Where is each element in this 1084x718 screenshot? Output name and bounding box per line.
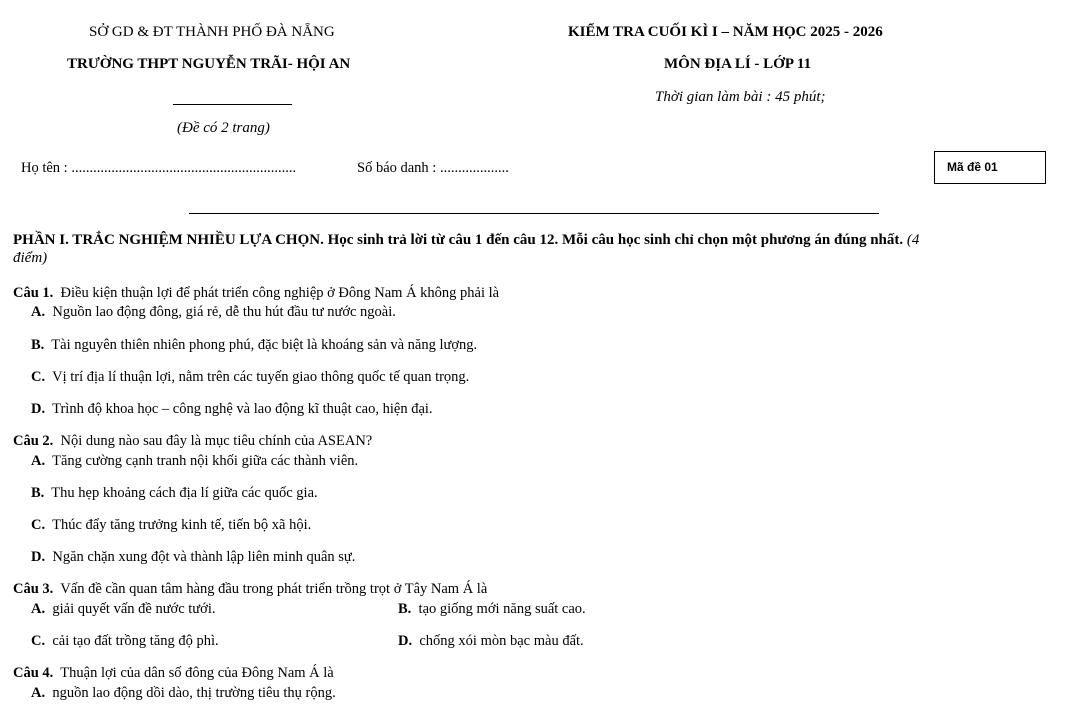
question-1-option-d: D. Trình độ khoa học – công nghệ và lao động kĩ thuật cao, hiện đại. [31,401,433,417]
question-1-option-b: B. Tài nguyên thiên nhiên phong phú, đặc biệt là khoáng sản và năng lượng. [31,337,478,353]
question-number: Câu 1. [13,285,54,301]
question-2-option-c: C. Thúc đẩy tăng trưởng kinh tế, tiến bộ xã hội. [31,517,312,533]
question-text: Điều kiện thuận lợi để phát triển công nghiệp ở Đông Nam Á không phải là [60,285,500,301]
section-title: PHẦN I. TRẮC NGHIỆM NHIỀU LỰA CHỌN. Học sinh trả lời từ câu 1 đến câu 12. Mỗi câu học sinh chỉ chọn một phương án đúng nhất. [13,232,904,248]
question-number: Câu 4. [13,665,54,681]
question-text: Vấn đề cần quan tâm hàng đầu trong phát triển trồng trọt ở Tây Nam Á là [60,581,488,597]
exam-code: Mã đề 01 [947,160,998,174]
section-points-b: điểm) [13,250,48,266]
question-text: Nội dung nào sau đây là mục tiêu chính của ASEAN? [60,433,373,449]
question-3-option-c: C. cải tạo đất trồng tăng độ phì. [31,633,219,649]
pages-note: (Đề có 2 trang) [177,120,270,136]
question-3-stem [13,581,487,598]
question-4-option-a: A. nguồn lao động dồi dào, thị trường tiêu thụ rộng. [31,685,336,701]
question-2-option-b: B. Thu hẹp khoảng cách địa lí giữa các quốc gia. [31,485,318,501]
question-number: Câu 2. [13,433,54,449]
section-divider [189,213,879,214]
question-4-stem [13,665,334,682]
section-title-line [13,232,919,249]
subject-title: MÔN ĐỊA LÍ - LỚP 11 [664,56,812,72]
question-text: Thuận lợi của dân số đông của Đông Nam Á là [60,665,334,681]
time-note: Thời gian làm bài : 45 phút; [655,89,826,105]
question-number: Câu 3. [13,581,54,597]
exam-title: KIỂM TRA CUỐI KÌ I – NĂM HỌC 2025 - 2026 [568,24,883,40]
question-3-option-b: B. tạo giống mới năng suất cao. [398,601,586,617]
student-name-field: Họ tên : .............................................................. [21,160,297,176]
question-1-stem [13,285,499,302]
question-3-option-a: A. giải quyết vấn đề nước tưới. [31,601,216,617]
question-2-option-a: A. Tăng cường cạnh tranh nội khối giữa các thành viên. [31,453,359,469]
student-id-field: Số báo danh : ................... [357,160,509,176]
question-1-option-c: C. Vị trí địa lí thuận lợi, nằm trên các tuyến giao thông quốc tế quan trọng. [31,369,470,385]
question-2-option-d: D. Ngăn chặn xung đột và thành lập liên minh quân sự. [31,549,356,565]
question-3-option-d: D. chống xói mòn bạc màu đất. [398,633,584,649]
question-2-stem [13,433,372,450]
school-name: TRƯỜNG THPT NGUYỄN TRÃI- HỘI AN [67,56,351,72]
exam-code-box [934,151,1046,184]
question-1-option-a: A. Nguồn lao động đông, giá rẻ, dễ thu hút đầu tư nước ngoài. [31,304,396,320]
section-points-a: (4 [906,232,920,248]
department-name: SỞ GD & ĐT THÀNH PHỐ ĐÀ NẴNG [89,24,335,40]
header-divider-short [173,104,292,105]
